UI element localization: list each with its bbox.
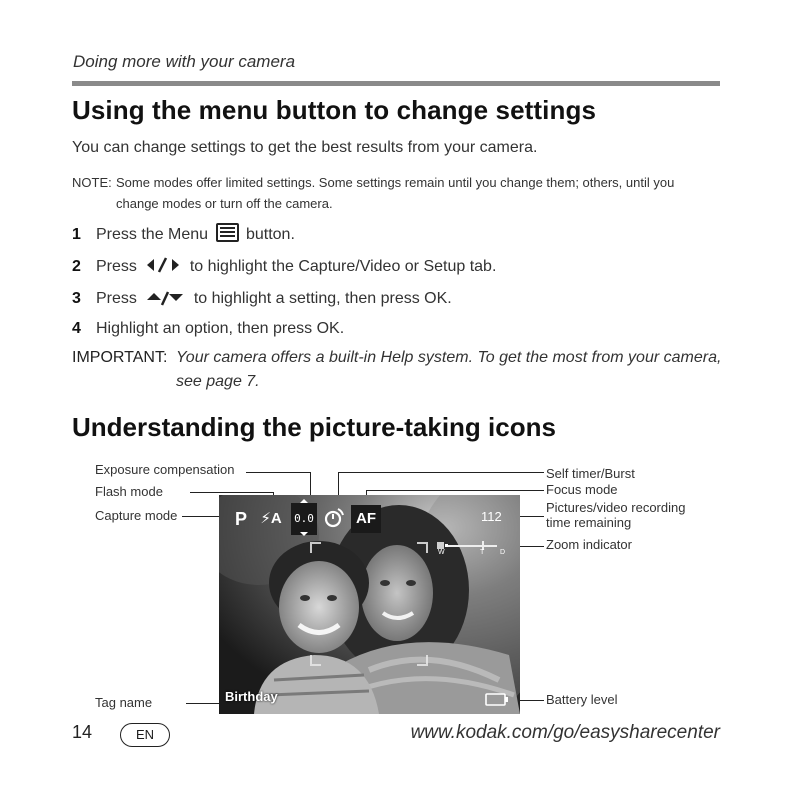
step-number: 4 — [72, 320, 81, 337]
tag-name-label: Birthday — [225, 689, 278, 704]
leader-self-timer-h — [338, 472, 544, 473]
callout-pictures-line2: time remaining — [546, 515, 632, 530]
step-2 — [72, 256, 496, 276]
step-number: 3 — [72, 290, 81, 307]
camera-lcd-screen — [219, 495, 520, 714]
zoom-t-label: T — [480, 549, 485, 556]
menu-button-icon — [216, 223, 239, 242]
page-number: 14 — [72, 722, 93, 742]
step-4 — [72, 320, 344, 338]
pictures-remaining-count: 112 — [481, 509, 502, 524]
footer-url[interactable]: www.kodak.com/go/easysharecenter — [410, 722, 720, 743]
important-text-line2: see page 7. — [176, 373, 260, 390]
step-1 — [72, 223, 295, 244]
step-text-after: to highlight a setting, then press OK. — [193, 290, 452, 307]
section-heading-menu: Using the menu button to change settings — [72, 95, 596, 125]
self-timer-icon — [322, 506, 346, 530]
zoom-bar — [445, 545, 497, 547]
left-right-arrows-icon — [145, 256, 181, 274]
chapter-title: Doing more with your camera — [73, 52, 296, 71]
leader-focus-h — [366, 490, 544, 491]
step-3 — [72, 288, 452, 308]
callout-zoom-indicator: Zoom indicator — [546, 537, 632, 552]
important-label: IMPORTANT: — [72, 349, 168, 366]
step-text: Highlight an option, then press OK. — [96, 320, 345, 337]
important-text-line1: Your camera offers a built-in Help system. To get the most from your camera, — [176, 349, 722, 366]
language-badge: EN — [120, 723, 170, 747]
note-block — [72, 172, 712, 214]
capture-mode-indicator: P — [234, 509, 247, 529]
important-block — [72, 346, 721, 394]
leader-flash-h — [190, 492, 274, 493]
callout-pictures-remaining — [546, 500, 685, 530]
callout-flash-mode: Flash mode — [95, 484, 163, 499]
step-text-after: button. — [245, 226, 295, 243]
callout-capture-mode: Capture mode — [95, 508, 178, 523]
note-label: NOTE: — [72, 175, 112, 190]
zoom-marker — [437, 542, 444, 549]
step-text-before: Press — [96, 290, 137, 307]
step-text-after: to highlight the Capture/Video or Setup tab. — [189, 258, 497, 275]
leader-exposure-h — [246, 472, 311, 473]
step-number: 1 — [72, 226, 81, 243]
note-text-line1: Some modes offer limited settings. Some settings remain until you change them; others, until you — [116, 175, 675, 190]
intro-text: You can change settings to get the best results from your camera. — [72, 139, 538, 156]
section-heading-icons: Understanding the picture-taking icons — [72, 412, 556, 442]
note-text-line2: change modes or turn off the camera. — [116, 196, 333, 211]
callout-pictures-line1: Pictures/video recording — [546, 500, 686, 515]
exposure-arrows-icon — [299, 498, 309, 538]
zoom-w-label: W — [438, 549, 445, 556]
callout-battery-level: Battery level — [546, 692, 618, 707]
step-text-before: Press the Menu — [96, 226, 209, 243]
flash-mode-icon: ⚡A — [260, 510, 282, 527]
callout-self-timer: Self timer/Burst — [546, 466, 635, 481]
focus-mode-indicator: AF — [351, 505, 381, 533]
header-rule — [72, 81, 720, 86]
step-number: 2 — [72, 258, 81, 275]
up-down-arrows-icon — [145, 288, 185, 306]
callout-exposure-compensation: Exposure compensation — [95, 462, 235, 477]
battery-icon — [485, 693, 509, 706]
exposure-value: 0.0 — [294, 512, 314, 525]
zoom-d-label: D — [500, 549, 506, 556]
zoom-indicator — [437, 538, 507, 554]
zoom-bar-fill — [445, 544, 448, 547]
step-text-before: Press — [96, 258, 137, 275]
callout-tag-name: Tag name — [95, 695, 153, 710]
callout-focus-mode: Focus mode — [546, 482, 618, 497]
